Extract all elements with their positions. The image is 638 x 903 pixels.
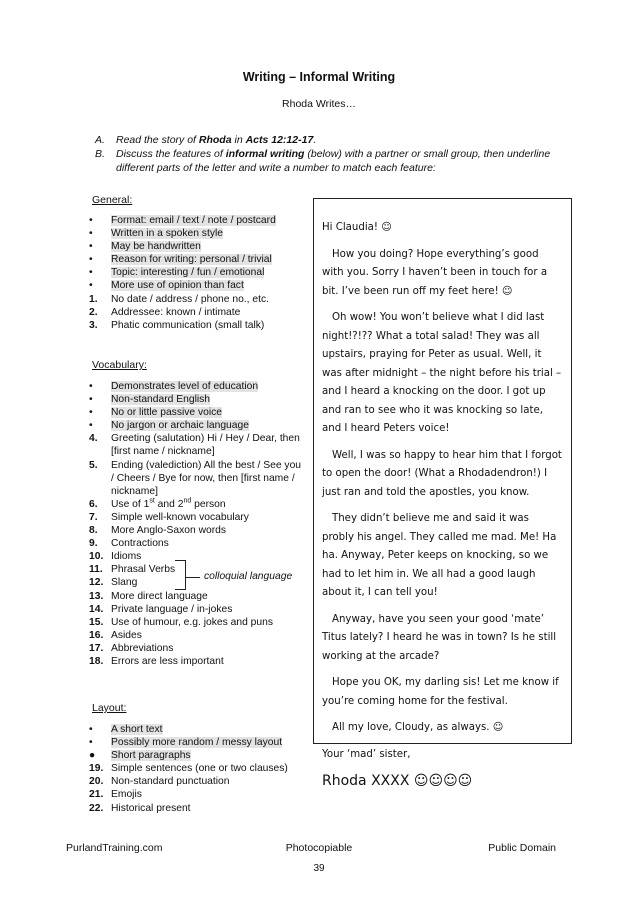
vocabulary-heading: Vocabulary:	[92, 359, 147, 371]
list-item: 16. Asides	[89, 629, 142, 641]
list-item: 14. Private language / in-jokes	[89, 603, 233, 615]
list-item: 12. Slang	[89, 577, 138, 589]
letter-paragraph: How you doing? Hope everything’s good with you. Sorry I haven’t been in touch for a bit. I’ve been run off my feet here! ☺	[322, 248, 548, 297]
list-item: 3. Phatic communication (small talk)	[89, 319, 265, 331]
list-item: • Format: email / text / note / postcard	[89, 215, 276, 226]
footer-center: Photocopiable	[285, 842, 353, 854]
footer-right: Public Domain	[488, 842, 556, 854]
page-title: Writing – Informal Writing	[242, 70, 396, 84]
list-item: 7. Simple well-known vocabulary	[89, 511, 249, 523]
list-item: 17. Abbreviations	[89, 642, 174, 654]
colloquial-label: colloquial language	[204, 571, 293, 582]
list-item: • Topic: interesting / fun / emotional	[89, 267, 265, 279]
list-item: 10. Idioms	[89, 551, 142, 563]
instruction-b: B. Discuss the features of informal writing (below) with a partner or small group, then underline different parts of the letter and write a number to match each feature:	[95, 148, 551, 174]
layout-list	[89, 723, 304, 815]
list-item: 11. Phrasal Verbs	[89, 564, 176, 576]
list-item: • No or little passive voice	[89, 407, 223, 419]
instruction-a: A. Read the story of Rhoda in Acts 12:12-17.	[95, 134, 317, 146]
list-item: 19. Simple sentences (one or two clauses)	[89, 763, 288, 775]
letter-greeting: Hi Claudia! ☺	[322, 222, 392, 233]
vocabulary-list	[89, 380, 304, 668]
list-item: 6. Use of 1st and 2nd person	[89, 497, 226, 510]
list-item: 5. Ending (valediction) All the best / See you / Cheers / Bye for now, then [first name / nickname]	[89, 459, 302, 497]
letter-paragraph: Oh wow! You won’t believe what I did last night!?!?? What a total salad! They was all upstairs, praying for Peter as usual. Well, it was after midnight – the night before his trial – and I heard a knocking on the door. I got up and ran to see who it was knocking so late, and I heard Peters voice!	[322, 312, 562, 434]
letter-valediction: Your ‘mad’ sister,	[322, 748, 411, 760]
list-item: ● Short paragraphs	[89, 750, 191, 762]
list-item: • Reason for writing: personal / trivial	[89, 254, 272, 266]
list-item: 22. Historical present	[89, 802, 191, 814]
letter-paragraph: Well, I was so happy to hear him that I forgot to open the door! (What a Rhodadendron!) I just ran and told the apostles, you know.	[322, 449, 562, 498]
letter-signature: Rhoda XXXX ☺☺☺☺	[322, 773, 473, 789]
letter-closing: All my love, Cloudy, as always. ☺	[332, 722, 504, 733]
letter-paragraph: They didn’t believe me and said it was probly his angel. They called me mad. Me! Ha ha. Anyway, Peter keeps on knocking, so we had to let him in. We all had a good laugh about it, I can tell you!	[322, 513, 557, 598]
page-number: 39	[313, 863, 325, 874]
list-item: 21. Emojis	[89, 789, 142, 801]
list-item: • No jargon or archaic language	[89, 420, 249, 432]
general-heading: General:	[92, 194, 133, 206]
list-item: • Possibly more random / messy layout	[89, 737, 283, 749]
letter-paragraph: Hope you OK, my darling sis! Let me know if you’re coming home for the festival.	[322, 677, 559, 707]
list-item: • A short text	[89, 724, 163, 735]
list-item: 20. Non-standard punctuation	[89, 776, 230, 788]
list-item: • Non-standard English	[89, 394, 211, 406]
list-item: 1. No date / address / phone no., etc.	[89, 293, 269, 305]
list-item: • Written in a spoken style	[89, 228, 223, 240]
colloquial-bracket	[175, 560, 186, 590]
list-item: • May be handwritten	[89, 241, 201, 253]
page-subtitle: Rhoda Writes…	[282, 98, 356, 110]
general-list	[89, 214, 304, 332]
footer-left: PurlandTraining.com	[66, 842, 163, 854]
list-item: • More use of opinion than fact	[89, 280, 244, 292]
list-item: 13. More direct language	[89, 590, 208, 602]
list-item: 4. Greeting (salutation) Hi / Hey / Dear, then [first name / nickname]	[89, 433, 300, 458]
list-item: 18. Errors are less important	[89, 655, 224, 667]
bracket-connector	[186, 577, 200, 578]
list-item: 2. Addressee: known / intimate	[89, 306, 241, 318]
list-item: • Demonstrates level of education	[89, 381, 259, 392]
list-item: 9. Contractions	[89, 538, 169, 550]
letter-box	[313, 198, 572, 789]
layout-heading: Layout:	[92, 702, 127, 714]
list-item: 15. Use of humour, e.g. jokes and puns	[89, 616, 273, 628]
letter-paragraph: Anyway, have you seen your good ‘mate’ Titus lately? I heard he was in town? Is he still working at the arcade?	[322, 613, 557, 662]
list-item: 8. More Anglo-Saxon words	[89, 525, 227, 537]
